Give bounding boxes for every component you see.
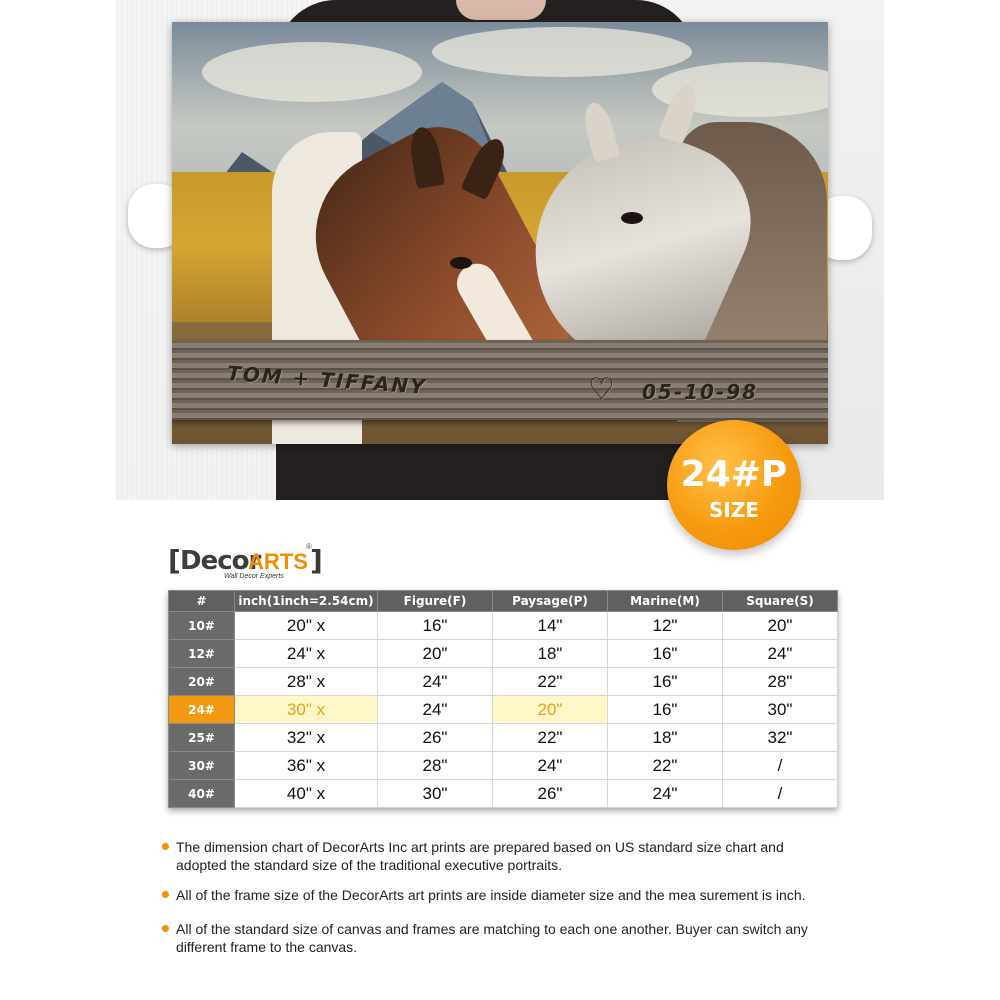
decorarts-logo (168, 544, 328, 584)
table-cell: 24" (608, 780, 723, 808)
logo-bracket-left: [ (168, 544, 181, 577)
table-cell: 36" x (235, 752, 378, 780)
row-size-label: 40# (169, 780, 235, 808)
table-cell: 24" (493, 752, 608, 780)
table-cell: 12" (608, 612, 723, 640)
logo-bracket-right: ] (310, 544, 323, 577)
column-header: inch(1inch=2.54cm) (235, 591, 378, 612)
table-cell: 20" (378, 640, 493, 668)
table-cell: 22" (608, 752, 723, 780)
bullet-dot-icon (162, 891, 169, 898)
table-row (169, 724, 838, 752)
bullet-dot-icon (162, 843, 169, 850)
table-cell: 28" (723, 668, 838, 696)
logo-word-arts: ARTS (248, 549, 308, 574)
table-cell: 24" (378, 696, 493, 724)
fence-carving-names: TOM + TIFFANY (226, 361, 428, 399)
table-cell: 22" (493, 724, 608, 752)
product-photo (116, 0, 884, 500)
brown-horse-eye (450, 257, 472, 269)
logo-tagline: Wall Decor Experts (224, 573, 284, 580)
column-header: Marine(M) (608, 591, 723, 612)
table-cell: 40" x (235, 780, 378, 808)
bullet-dot-icon (162, 925, 169, 932)
table-row (169, 780, 838, 808)
table-cell: 16" (378, 612, 493, 640)
table-cell: 30" (378, 780, 493, 808)
row-size-label: 12# (169, 640, 235, 668)
note-text: The dimension chart of DecorArts Inc art prints are prepared based on US standard size chart and adopted the standard size of the traditional executive portraits. (176, 839, 784, 873)
white-horse-eye (621, 212, 643, 224)
white-horse-ear (580, 100, 620, 163)
table-row-highlighted (169, 696, 838, 724)
row-size-label: 25# (169, 724, 235, 752)
logo-word-decor: Decor (180, 546, 261, 576)
table-cell: / (723, 752, 838, 780)
table-row (169, 752, 838, 780)
fence-carving-date: 05-10-98 (642, 380, 759, 404)
logo-registered-mark: ® (306, 542, 312, 551)
size-badge (667, 420, 801, 550)
column-header: Paysage(P) (493, 591, 608, 612)
table-cell: 30" (723, 696, 838, 724)
table-cell: 18" (608, 724, 723, 752)
table-cell: 16" (608, 640, 723, 668)
table-cell: 32" x (235, 724, 378, 752)
size-badge-word: SIZE (708, 498, 759, 522)
table-cell: 16" (608, 696, 723, 724)
table-row (169, 640, 838, 668)
table-cell: 24" x (235, 640, 378, 668)
table-cell: 20" (723, 612, 838, 640)
size-chart-table (168, 590, 838, 808)
note-item (160, 838, 830, 874)
table-cell: 28" (378, 752, 493, 780)
note-text: All of the standard size of canvas and frames are matching to each one another. Buyer can switch any different frame to the canvas. (176, 921, 808, 955)
table-cell: 26" (378, 724, 493, 752)
table-cell: 26" (493, 780, 608, 808)
table-cell: 14" (493, 612, 608, 640)
note-item (160, 886, 806, 904)
table-cell: 20" x (235, 612, 378, 640)
row-size-label: 20# (169, 668, 235, 696)
row-size-label: 10# (169, 612, 235, 640)
fence-carving-heart: ♡ (588, 372, 617, 407)
table-cell: 32" (723, 724, 838, 752)
column-header: Figure(F) (378, 591, 493, 612)
note-text: All of the frame size of the DecorArts art prints are inside diameter size and the mea surement is inch. (176, 887, 806, 903)
size-badge-code: 24#P (680, 454, 788, 495)
table-cell: 18" (493, 640, 608, 668)
person-neck (456, 0, 546, 20)
row-size-label: 24# (169, 696, 235, 724)
column-header: # (169, 591, 235, 612)
table-cell-highlighted: 20" (493, 696, 608, 724)
table-cell: 28" x (235, 668, 378, 696)
table-header-row (169, 591, 838, 612)
note-item (160, 920, 830, 956)
table-row (169, 668, 838, 696)
table-cell: / (723, 780, 838, 808)
table-cell: 24" (378, 668, 493, 696)
row-size-label: 30# (169, 752, 235, 780)
table-cell: 22" (493, 668, 608, 696)
table-cell: 24" (723, 640, 838, 668)
table-cell: 16" (608, 668, 723, 696)
horse-canvas-painting (172, 22, 828, 444)
table-row (169, 612, 838, 640)
table-cell-highlighted: 30" x (235, 696, 378, 724)
column-header: Square(S) (723, 591, 838, 612)
